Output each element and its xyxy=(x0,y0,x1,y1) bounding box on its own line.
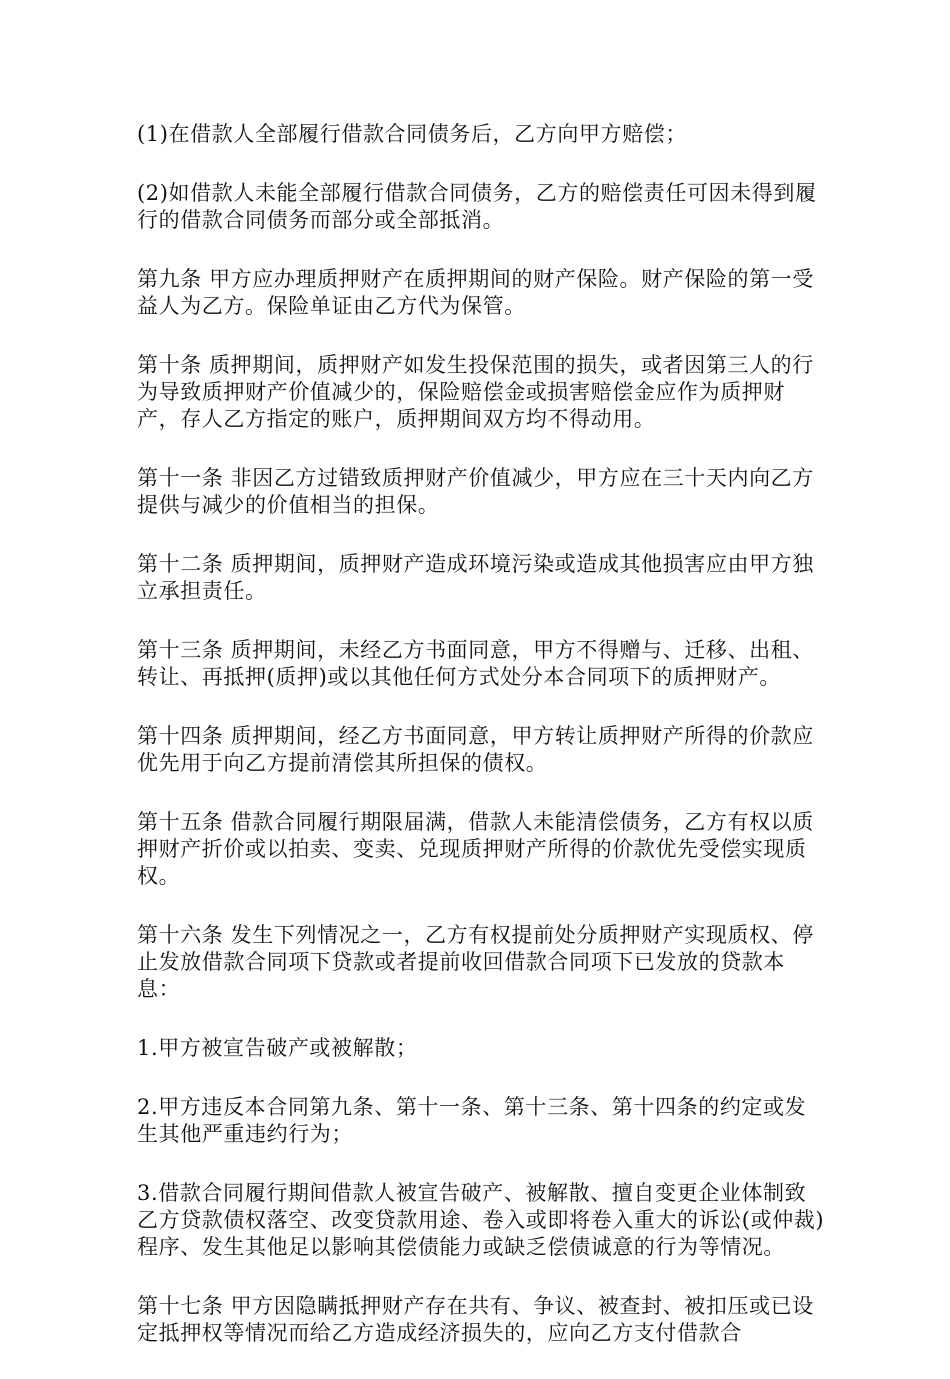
paragraph-2: (2)如借款人未能全部履行借款合同债务，乙方的赔偿责任可因未得到履行的借款合同债务而部分或全部抵消。 xyxy=(137,181,817,232)
article-9: 第九条 甲方应办理质押财产在质押期间的财产保险。财产保险的第一受益人为乙方。保险单证由乙方代为保管。 xyxy=(137,267,814,318)
document-body xyxy=(137,121,827,1379)
article-13: 第十三条 质押期间，未经乙方书面同意，甲方不得赠与、迁移、出租、转让、再抵押(质押)或以其他任何方式处分本合同项下的质押财产。 xyxy=(137,638,814,689)
article-14: 第十四条 质押期间，经乙方书面同意，甲方转让质押财产所得的价款应优先用于向乙方提前清偿其所担保的债权。 xyxy=(137,724,814,775)
article-16-item-1: 1.甲方被宣告破产或被解散； xyxy=(137,1036,418,1060)
article-17: 第十七条 甲方因隐瞒抵押财产存在共有、争议、被查封、被扣压或已设定抵押权等情况而给乙方造成经济损失的，应向乙方支付借款合 xyxy=(137,1294,814,1345)
article-16: 第十六条 发生下列情况之一，乙方有权提前处分质押财产实现质权、停止发放借款合同项下贷款或者提前收回借款合同项下已发放的贷款本息： xyxy=(137,923,814,1001)
article-11: 第十一条 非因乙方过错致质押财产价值减少，甲方应在三十天内向乙方提供与减少的价值相当的担保。 xyxy=(137,466,814,517)
paragraph-1: (1)在借款人全部履行借款合同债务后，乙方向甲方赔偿； xyxy=(137,122,687,146)
article-16-item-3: 3.借款合同履行期间借款人被宣告破产、被解散、擅自变更企业体制致乙方贷款债权落空、改变贷款用途、卷入或即将卷入重大的诉讼(或仲裁)程序、发生其他足以影响其偿债能力或缺乏偿债诚意的行为等情况。 xyxy=(137,1181,825,1259)
article-12: 第十二条 质押期间，质押财产造成环境污染或造成其他损害应由甲方独立承担责任。 xyxy=(137,552,814,603)
article-16-item-2: 2.甲方违反本合同第九条、第十一条、第十三条、第十四条的约定或发生其他严重违约行为； xyxy=(137,1095,807,1146)
article-15: 第十五条 借款合同履行期限届满，借款人未能清偿债务，乙方有权以质押财产折价或以拍卖、变卖、兑现质押财产所得的价款优先受偿实现质权。 xyxy=(137,810,814,888)
article-10: 第十条 质押期间，质押财产如发生投保范围的损失，或者因第三人的行为导致质押财产价值减少的，保险赔偿金或损害赔偿金应作为质押财产，存人乙方指定的账户，质押期间双方均不得动用。 xyxy=(137,353,814,431)
